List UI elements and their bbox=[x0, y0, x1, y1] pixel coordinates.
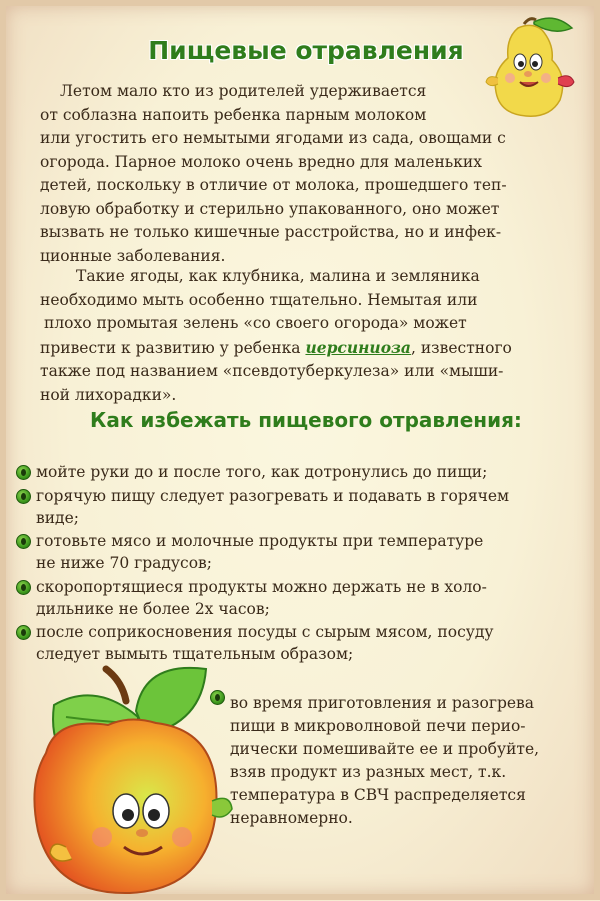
intro-line: детей, поскольку в отличие от молока, прошедшего теп- bbox=[40, 176, 507, 194]
section-heading: Как избежать пищевого отравления: bbox=[90, 408, 522, 432]
tip-line: виде; bbox=[36, 508, 79, 527]
list-item bbox=[16, 530, 600, 574]
berries-line: ной лихорадки». bbox=[40, 385, 177, 404]
tips-list bbox=[16, 461, 600, 667]
list-item bbox=[16, 461, 600, 483]
tip-line: после соприкосновения посуды с сырым мясом, посуду bbox=[36, 623, 494, 641]
berries-line: Такие ягоды, как клубника, малина и земляника bbox=[76, 267, 480, 285]
yersiniosis-link[interactable]: иерсиниоза bbox=[305, 337, 411, 357]
berries-line: также под названием «псевдотуберкулеза» или «мыши- bbox=[40, 362, 504, 380]
green-dot-icon bbox=[16, 465, 31, 480]
intro-line: ционные заболевания. bbox=[40, 246, 226, 265]
tip-line: пищи в микроволновой печи перио- bbox=[230, 717, 526, 735]
page-title: Пищевые отравления bbox=[148, 36, 464, 65]
berries-line: необходимо мыть особенно тщательно. Немытая или bbox=[40, 290, 478, 309]
intro-line: Летом мало кто из родителей удерживается bbox=[60, 82, 427, 100]
tip-line: скоропортящиеся продукты можно держать не в холо- bbox=[36, 577, 487, 596]
tip-line: неравномерно. bbox=[230, 809, 353, 827]
green-dot-icon bbox=[210, 690, 225, 705]
tip-line: мойте руки до и после того, как дотронулись до пищи; bbox=[36, 463, 488, 481]
tip-line: взяв продукт из разных мест, т.к. bbox=[230, 763, 507, 781]
intro-line: или угостить его немытыми ягодами из сада, овощами с bbox=[40, 129, 506, 147]
intro-line: ловую обработку и стерильно упакованного, оно может bbox=[40, 199, 500, 218]
tip-line: дически помешивайте ее и пробуйте, bbox=[230, 740, 540, 758]
tip-line: готовьте мясо и молочные продукты при температуре bbox=[36, 532, 484, 550]
list-item bbox=[16, 485, 600, 529]
intro-line: от соблазна напоить ребенка парным молоком bbox=[40, 105, 427, 124]
berries-line bbox=[40, 336, 512, 361]
intro-line: огорода. Парное молоко очень вредно для маленьких bbox=[40, 152, 482, 171]
apple-character-icon bbox=[26, 661, 236, 901]
berries-text: привести к развитию у ребенка bbox=[40, 338, 306, 357]
tip-line: следует вымыть тщательным образом; bbox=[36, 645, 354, 663]
berries-text: , известного bbox=[410, 338, 512, 357]
intro-paragraph bbox=[40, 80, 507, 268]
tip-line: температура в СВЧ распределяется bbox=[230, 786, 526, 804]
berries-paragraph bbox=[40, 265, 512, 407]
list-item bbox=[16, 621, 600, 665]
green-dot-icon bbox=[16, 580, 31, 595]
green-dot-icon bbox=[16, 625, 31, 640]
list-item bbox=[16, 576, 600, 620]
tip-line: дильнике не более 2х часов; bbox=[36, 599, 270, 618]
tip-line: во время приготовления и разогрева bbox=[230, 694, 535, 712]
intro-line: вызвать не только кишечные расстройства, но и инфек- bbox=[40, 223, 502, 241]
green-dot-icon bbox=[16, 534, 31, 549]
berries-line: плохо промытая зелень «со своего огорода» может bbox=[44, 314, 467, 332]
list-item bbox=[210, 692, 600, 830]
tip-line: горячую пищу следует разогревать и подавать в горячем bbox=[36, 486, 510, 505]
tip-line: не ниже 70 градусов; bbox=[36, 554, 213, 572]
green-dot-icon bbox=[16, 489, 31, 504]
